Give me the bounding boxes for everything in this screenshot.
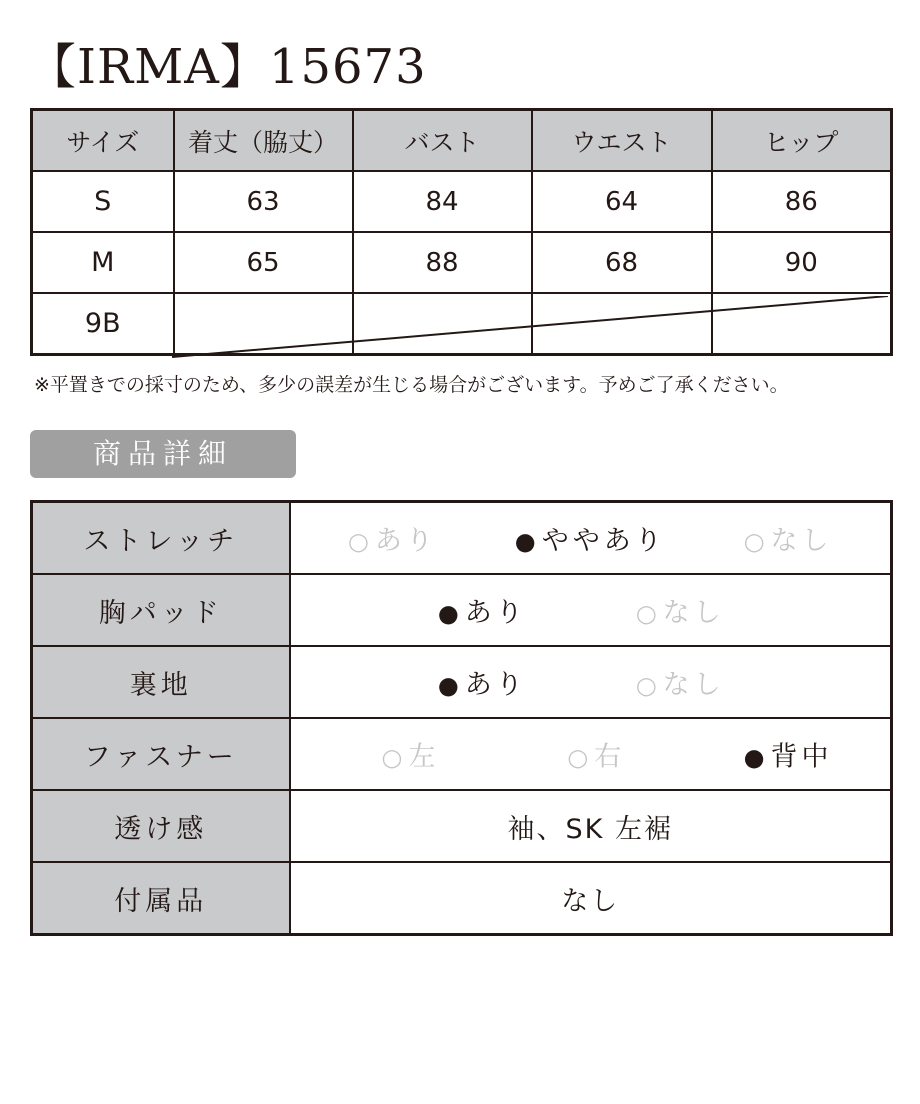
bust-value: [353, 293, 532, 355]
option-zipper-back: ●背中: [743, 741, 833, 773]
waist-value: 64: [532, 171, 712, 232]
detail-options: [290, 574, 892, 646]
detail-label: 胸パッド: [32, 574, 290, 646]
hip-value: 86: [712, 171, 892, 232]
waist-value: 68: [532, 232, 712, 293]
header-hip: ヒップ: [712, 110, 892, 172]
circle-icon: ○: [635, 671, 661, 700]
hip-value: [712, 293, 892, 355]
option-pad-yes: ●あり: [437, 597, 527, 629]
detail-row-zipper: [32, 718, 892, 790]
filled-circle-icon: ●: [437, 599, 463, 628]
option-zipper-left: ○左: [381, 741, 440, 773]
filled-circle-icon: ●: [743, 743, 769, 772]
length-value: 63: [174, 171, 353, 232]
size-label: M: [32, 232, 174, 293]
size-label: S: [32, 171, 174, 232]
circle-icon: ○: [567, 743, 593, 772]
table-row: [32, 232, 892, 293]
option-pad-none: ○なし: [635, 597, 725, 629]
filled-circle-icon: ●: [514, 527, 540, 556]
bust-value: 88: [353, 232, 532, 293]
detail-options: [290, 718, 892, 790]
measurement-note: ※平置きでの採寸のため、多少の誤差が生じる場合がございます。予めご了承ください。: [34, 374, 789, 396]
detail-options: [290, 646, 892, 718]
size-label: 9B: [32, 293, 174, 355]
option-stretch-slight: ●ややあり: [514, 525, 666, 557]
detail-options: [290, 502, 892, 575]
detail-label: 付属品: [32, 862, 290, 935]
detail-value: 袖、SK 左裾: [290, 790, 892, 862]
detail-table: [30, 500, 893, 936]
size-table-header-row: [32, 110, 892, 172]
circle-icon: ○: [381, 743, 407, 772]
length-value: 65: [174, 232, 353, 293]
detail-row-chest-pad: [32, 574, 892, 646]
table-row: [32, 171, 892, 232]
bust-value: 84: [353, 171, 532, 232]
option-stretch-yes: ○あり: [347, 525, 437, 557]
detail-label: 裏地: [32, 646, 290, 718]
circle-icon: ○: [347, 527, 373, 556]
circle-icon: ○: [635, 599, 661, 628]
section-label-product-details: 商品詳細: [30, 430, 296, 478]
detail-row-stretch: [32, 502, 892, 575]
option-zipper-right: ○右: [567, 741, 626, 773]
waist-value: [532, 293, 712, 355]
detail-label: 透け感: [32, 790, 290, 862]
table-row: [32, 293, 892, 355]
circle-icon: ○: [743, 527, 769, 556]
detail-row-sheerness: [32, 790, 892, 862]
detail-row-lining: [32, 646, 892, 718]
hip-value: 90: [712, 232, 892, 293]
size-table: [30, 108, 893, 356]
detail-value: なし: [290, 862, 892, 935]
product-title: 【IRMA】15673: [28, 39, 427, 95]
detail-label: ファスナー: [32, 718, 290, 790]
detail-label: ストレッチ: [32, 502, 290, 575]
header-size: サイズ: [32, 110, 174, 172]
header-bust: バスト: [353, 110, 532, 172]
filled-circle-icon: ●: [437, 671, 463, 700]
header-waist: ウエスト: [532, 110, 712, 172]
detail-row-accessories: [32, 862, 892, 935]
header-length: 着丈（脇丈）: [174, 110, 353, 172]
option-lining-none: ○なし: [635, 669, 725, 701]
length-value: [174, 293, 353, 355]
option-lining-yes: ●あり: [437, 669, 527, 701]
option-stretch-none: ○なし: [743, 525, 833, 557]
